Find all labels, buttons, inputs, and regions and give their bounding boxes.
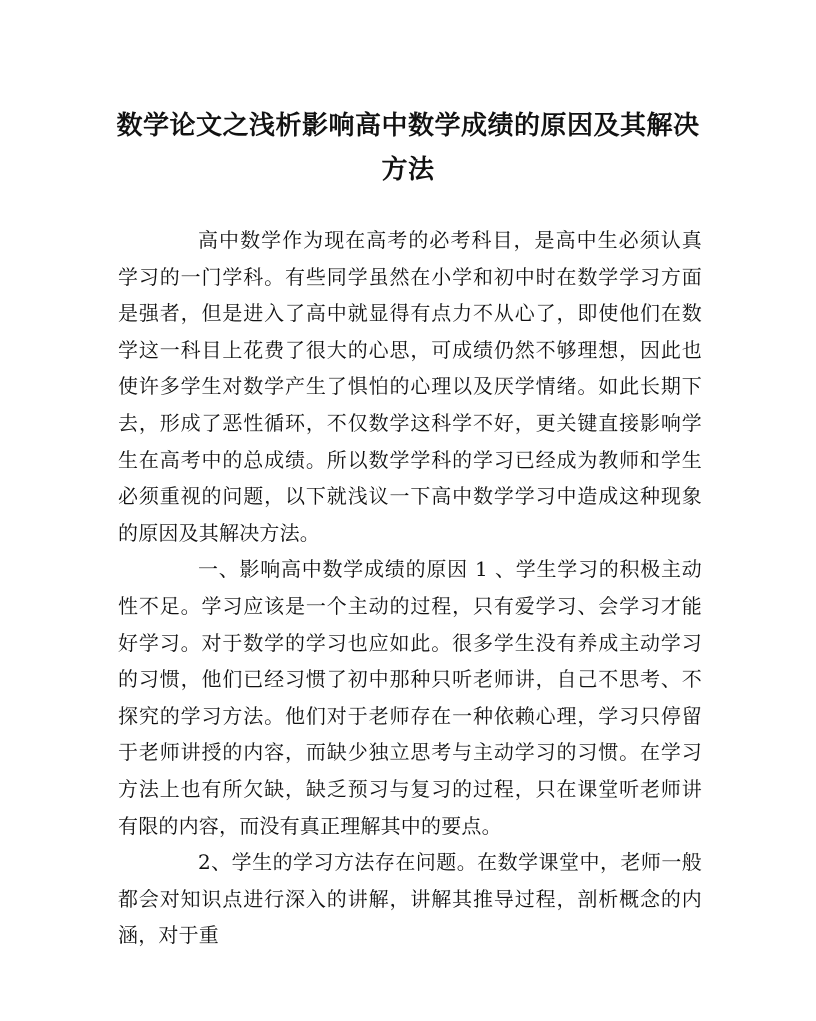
paragraph-intro: 高中数学作为现在高考的必考科目，是高中生必须认真学习的一门学科。有些同学虽然在小学和初中时在数学学习方面是强者，但是进入了高中就显得有点力不从心了，即使他们在数学这一科目上花费了很大的心思，可成绩仍然不够理想，因此也使许多学生对数学产生了惧怕的心理以及厌学情绪。如此长期下去，形成了恶性循环，不仅数学这科学不好，更关键直接影响学生在高考中的总成绩。所以数学学科的学习已经成为教师和学生必须重视的问题，以下就浅议一下高中数学学习中造成这种现象的原因及其解决方法。 [118, 228, 702, 545]
paragraph-reason-2: 2、学生的学习方法存在问题。在数学课堂中，老师一般都会对知识点进行深入的讲解，讲解其推导过程，剖析概念的内涵，对于重 [118, 850, 702, 948]
document-title: 数学论文之浅析影响高中数学成绩的原因及其解决方法 [116, 111, 700, 185]
paragraph-reason-1: 一、影响高中数学成绩的原因 1 、学生学习的积极主动性不足。学习应该是一个主动的过程，只有爱学习、会学习才能好学习。对于数学的学习也应如此。很多学生没有养成主动学习的习惯，他们已经习惯了初中那种只听老师讲，自己不思考、不探究的学习方法。他们对于老师存在一种依赖心理，学习只停留于老师讲授的内容，而缺少独立思考与主动学习的习惯。在学习方法上也有所欠缺，缺乏预习与复习的过程，只在课堂听老师讲有限的内容，而没有真正理解其中的要点。 [118, 557, 702, 838]
document-body [118, 222, 702, 954]
